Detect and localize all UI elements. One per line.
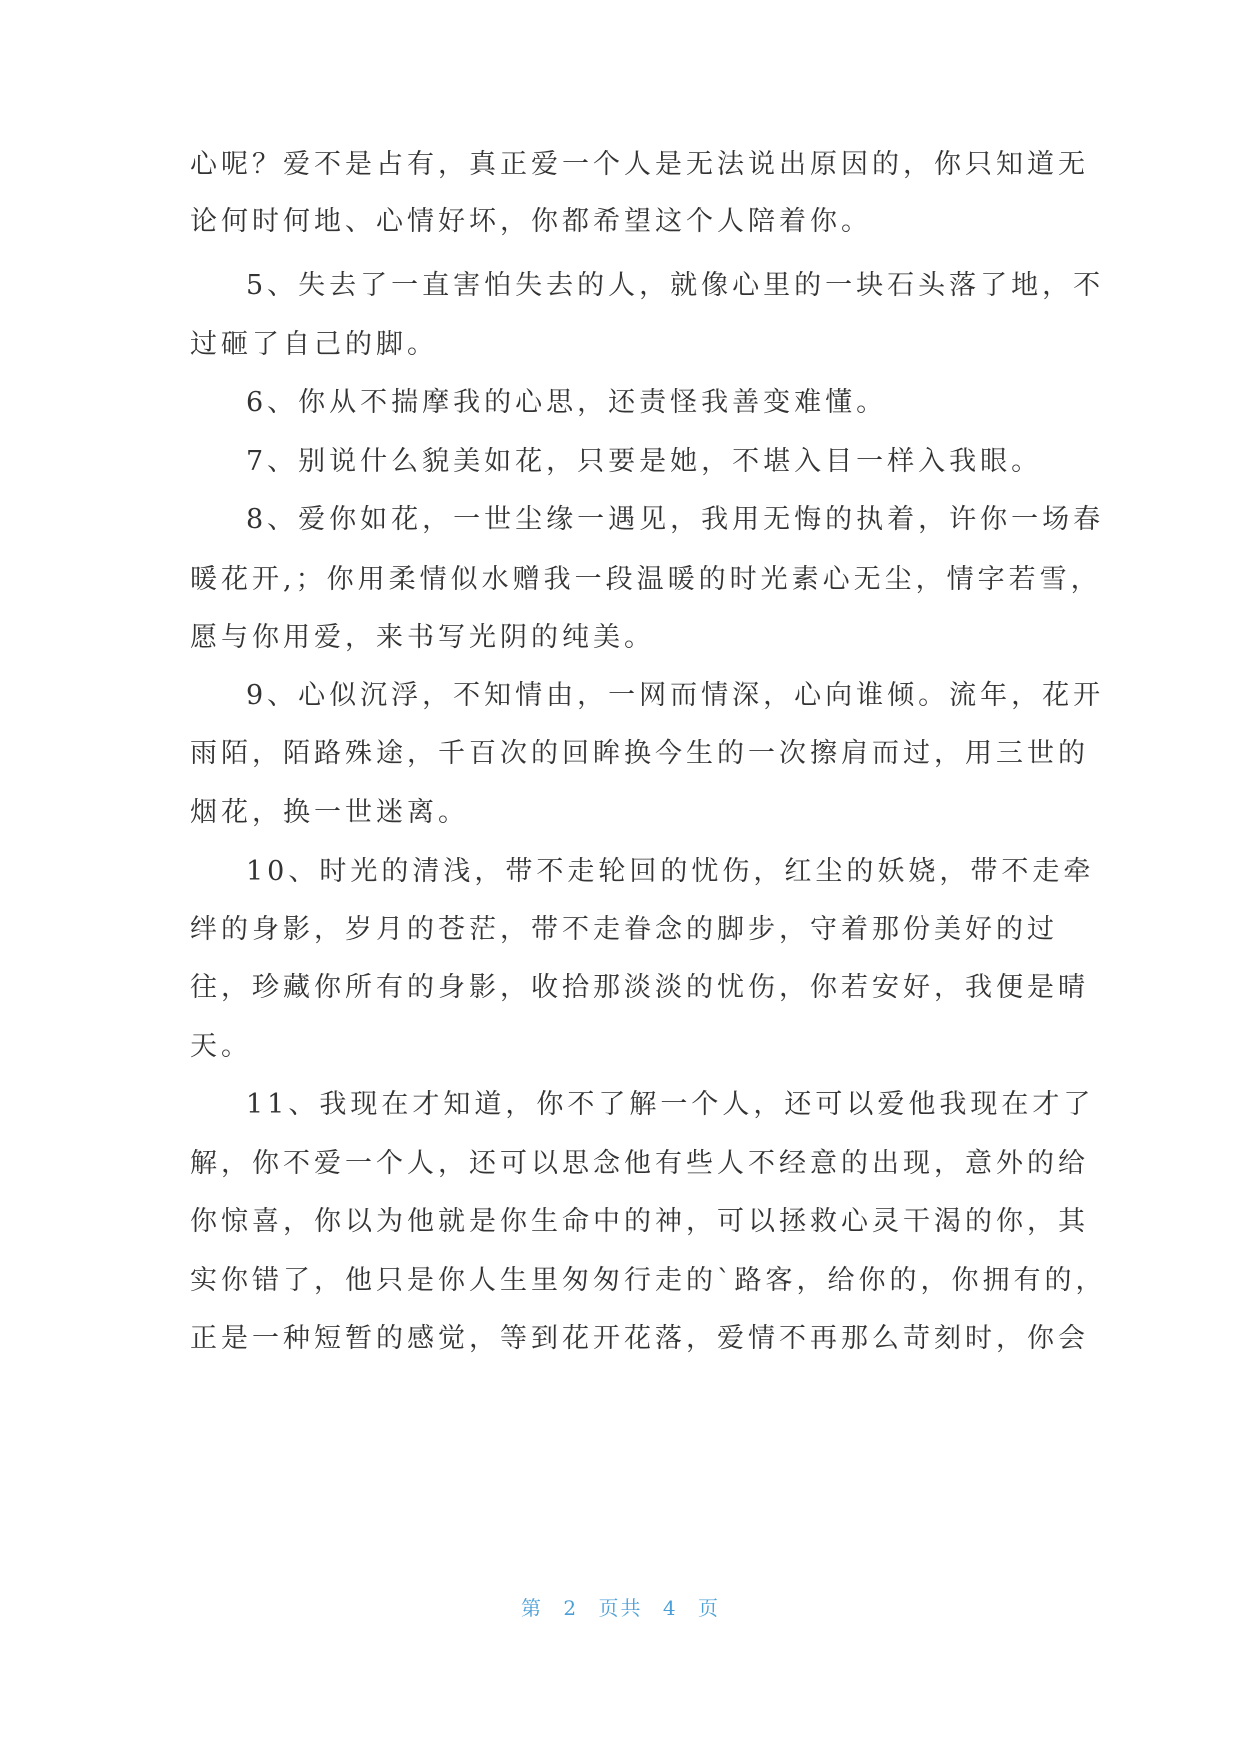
page-label-mid: 页共 <box>598 1596 643 1620</box>
text-line: 心呢？爱不是占有，真正爱一个人是无法说出原因的，你只知道无 <box>190 149 1089 180</box>
text-line: 你惊喜，你以为他就是你生命中的神，可以拯救心灵干渴的你，其 <box>190 1206 1089 1237</box>
paragraph-11: 11、我现在才知道，你不了解一个人，还可以爱他我现在才了 <box>246 1089 1095 1120</box>
page-label-suffix: 页 <box>697 1596 720 1620</box>
page-current-number: 2 <box>563 1596 579 1620</box>
text-line: 实你错了，他只是你人生里匆匆行走的`路客，给你的，你拥有的， <box>190 1265 1107 1296</box>
text-line: 暖花开,；你用柔情似水赠我一段温暖的时光素心无尘，情字若雪， <box>190 564 1102 595</box>
text-line: 解，你不爱一个人，还可以思念他有些人不经意的出现，意外的给 <box>190 1148 1089 1179</box>
paragraph-8: 8、爱你如花，一世尘缘一遇见，我用无悔的执着，许你一场春 <box>246 504 1105 535</box>
text-line: 愿与你用爱，来书写光阴的纯美。 <box>190 622 655 653</box>
text-line: 雨陌，陌路殊途，千百次的回眸换今生的一次擦肩而过，用三世的 <box>190 738 1089 769</box>
text-line: 烟花，换一世迷离。 <box>190 797 469 828</box>
text-line: 论何时何地、心情好坏，你都希望这个人陪着你。 <box>190 206 872 237</box>
text-line: 绊的身影，岁月的苍茫，带不走眷念的脚步，守着那份美好的过 <box>190 914 1058 945</box>
text-line: 天。 <box>190 1031 252 1062</box>
paragraph-10: 10、时光的清浅，带不走轮回的忧伤，红尘的妖娆，带不走牵 <box>246 856 1095 887</box>
paragraph-7: 7、别说什么貌美如花，只要是她，不堪入目一样入我眼。 <box>246 446 1043 477</box>
text-line: 过砸了自己的脚。 <box>190 329 438 360</box>
paragraph-9: 9、心似沉浮，不知情由，一网而情深，心向谁倾。流年，花开 <box>246 680 1105 711</box>
page-total-number: 4 <box>662 1596 678 1620</box>
page-label-prefix: 第 <box>521 1596 544 1620</box>
paragraph-5: 5、失去了一直害怕失去的人，就像心里的一块石头落了地，不 <box>246 270 1105 301</box>
text-line: 正是一种短暂的感觉，等到花开花落，爱情不再那么苛刻时，你会 <box>190 1323 1089 1354</box>
paragraph-6: 6、你从不揣摩我的心思，还责怪我善变难懂。 <box>246 387 888 418</box>
page-footer <box>0 1592 1241 1621</box>
text-line: 往，珍藏你所有的身影，收拾那淡淡的忧伤，你若安好，我便是晴 <box>190 972 1089 1003</box>
